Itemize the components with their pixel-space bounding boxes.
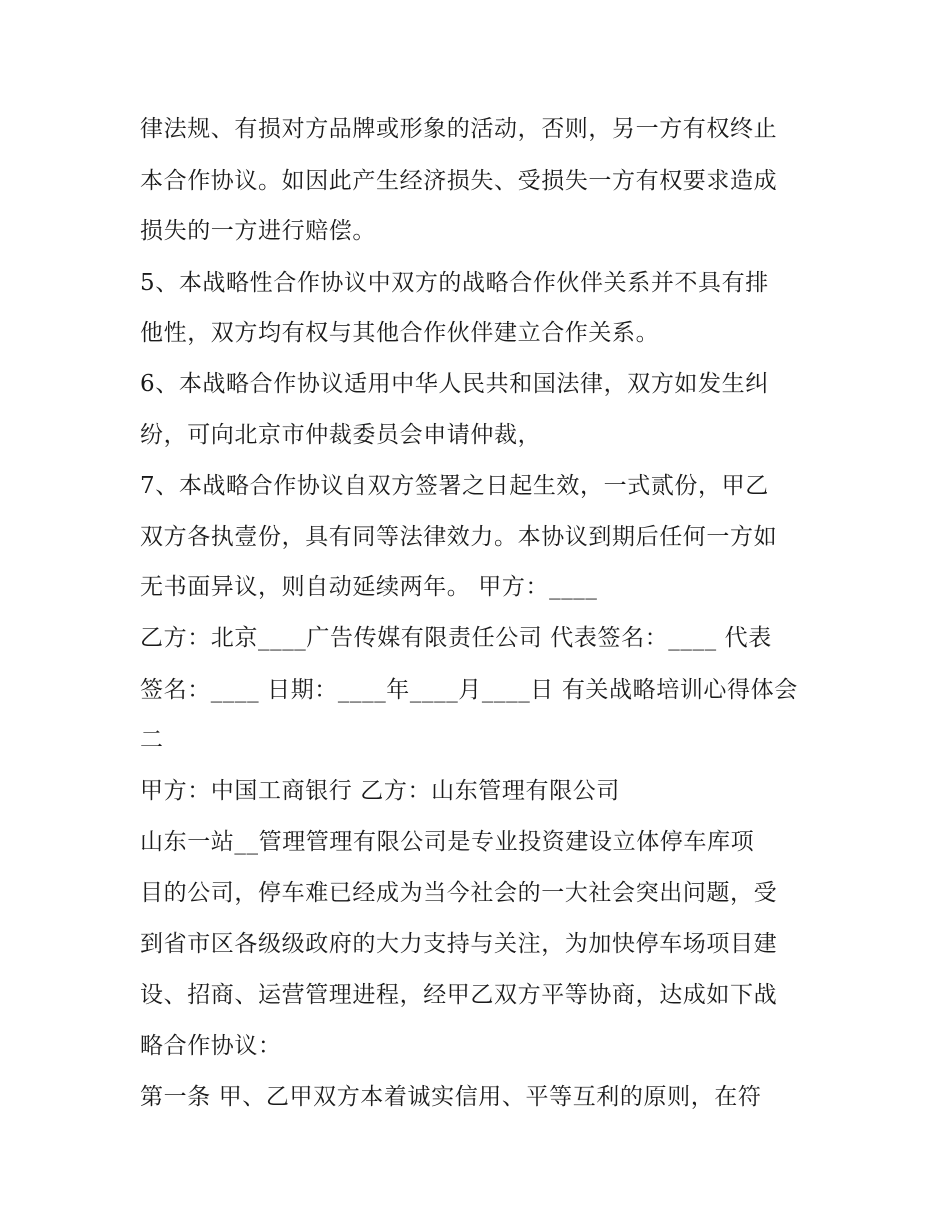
text-line-12: 签名：____ 日期：____年____月____日 有关战略培训心得体会 — [140, 677, 798, 703]
text-line-6: 6、本战略合作协议适用中华人民共和国法律，双方如发生纠 — [140, 371, 769, 397]
text-line-13: 二 — [140, 727, 164, 753]
text-line-15: 山东一站__管理管理有限公司是专业投资建设立体停车库项 — [140, 829, 755, 855]
text-line-18: 设、招商、运营管理进程，经甲乙双方平等协商，达成如下战 — [140, 982, 778, 1008]
text-line-19: 略合作协议： — [140, 1033, 282, 1059]
text-line-9: 双方各执壹份，具有同等法律效力。本协议到期后任何一方如 — [140, 524, 778, 550]
text-line-3: 损失的一方进行赔偿。 — [140, 218, 376, 244]
text-line-11: 乙方：北京____广告传媒有限责任公司 代表签名：____ 代表 — [140, 625, 772, 651]
text-line-17: 到省市区各级级政府的大力支持与关注，为加快停车场项目建 — [140, 931, 778, 957]
text-line-7: 纷，可向北京市仲裁委员会申请仲裁， — [140, 422, 542, 448]
text-line-2: 本合作协议。如因此产生经济损失、受损失一方有权要求造成 — [140, 168, 778, 194]
text-line-4: 5、本战略性合作协议中双方的战略合作伙伴关系并不具有排 — [140, 270, 769, 296]
text-line-20: 第一条 甲、乙甲双方本着诚实信用、平等互利的原则，在符 — [140, 1084, 762, 1110]
text-line-5: 他性，双方均有权与其他合作伙伴建立合作关系。 — [140, 320, 660, 346]
text-line-1: 律法规、有损对方品牌或形象的活动，否则，另一方有权终止 — [140, 116, 778, 142]
text-line-10: 无书面异议，则自动延续两年。 甲方：____ — [140, 574, 598, 600]
text-line-14: 甲方：中国工商银行 乙方：山东管理有限公司 — [140, 778, 620, 804]
text-line-8: 7、本战略合作协议自双方签署之日起生效，一式贰份，甲乙 — [140, 473, 769, 499]
text-line-16: 目的公司，停车难已经成为当今社会的一大社会突出问题，受 — [140, 880, 778, 906]
